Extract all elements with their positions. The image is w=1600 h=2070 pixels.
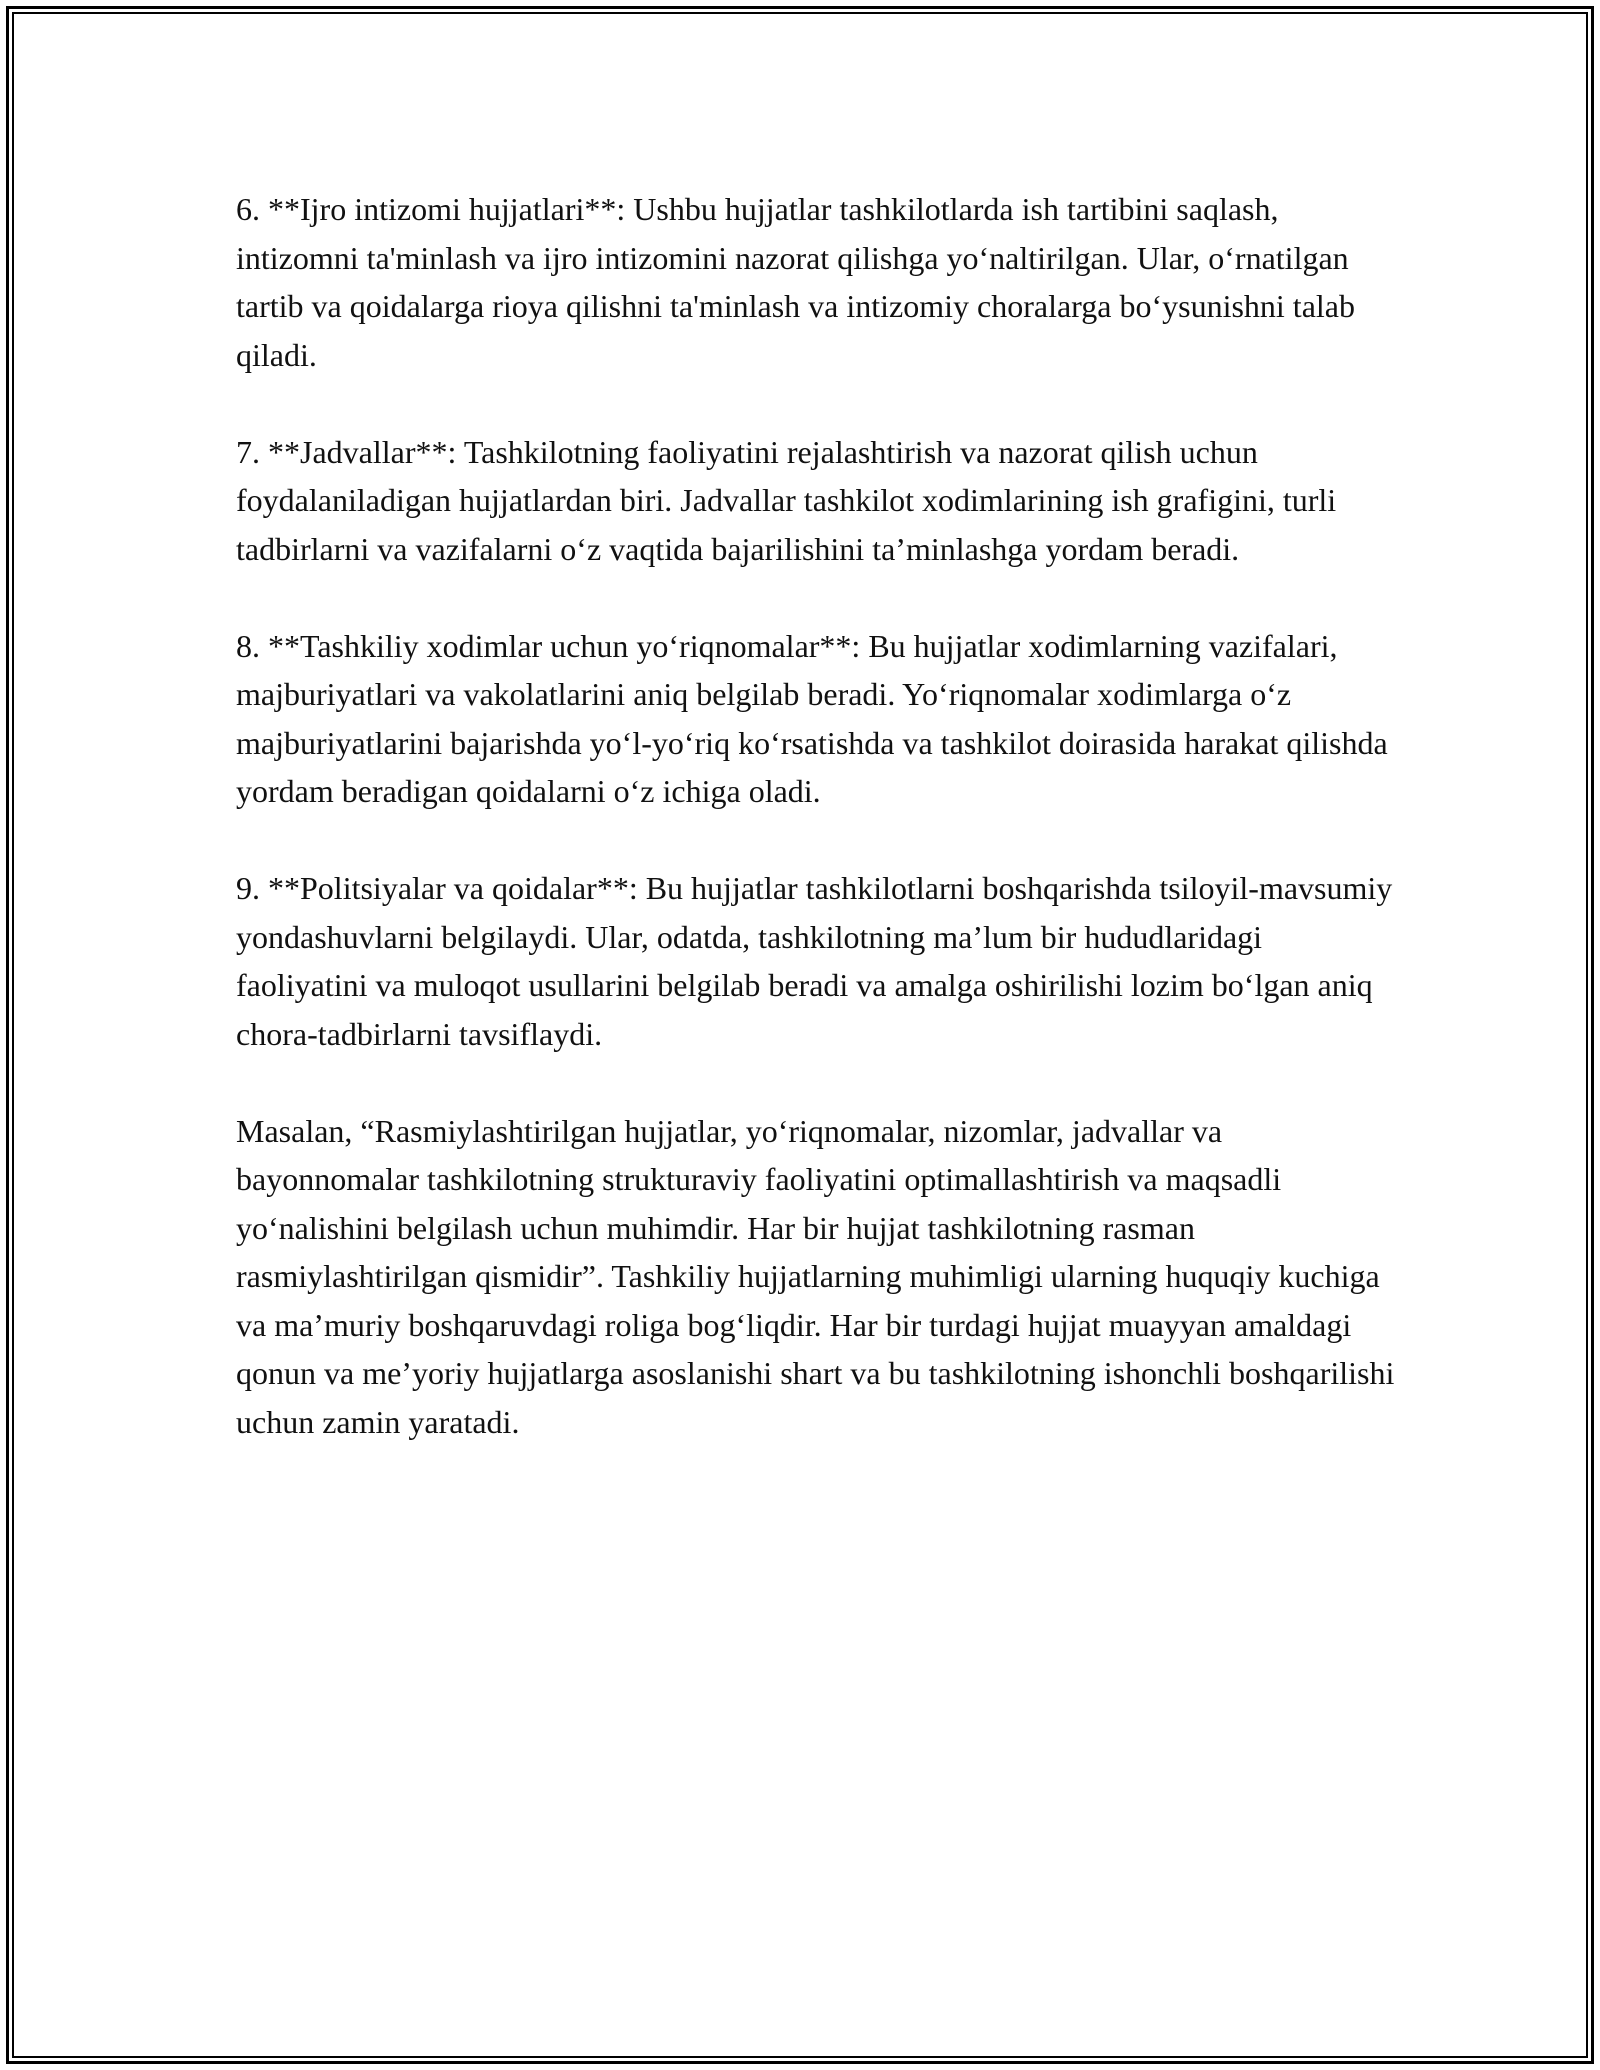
paragraph-yoriqnomalar: 8. **Tashkiliy xodimlar uchun yo‘riqnomalar**: Bu hujjatlar xodimlarning vazifalari, majburiyatlari va vakolatlarini aniq belgilab beradi. Yo‘riqnomalar xodimlarga o‘z majburiyatlarini bajarishda yo‘l-yo‘riq ko‘rsatishda va tashkilot doirasida harakat qilishda yordam beradigan qoidalarni o‘z ichiga oladi. [236, 627, 1388, 809]
paragraph-jadvallar: 7. **Jadvallar**: Tashkilotning faoliyatini rejalashtirish va nazorat qilish uchun foydalaniladigan hujjatlardan biri. Jadvallar tashkilot xodimlarining ish grafigini, turli tadbirlarni va vazifalarni o‘z vaqtida bajarilishini ta’minlashga yordam beradi. [236, 433, 1337, 567]
paragraph-politsiyalar: 9. **Politsiyalar va qoidalar**: Bu hujjatlar tashkilotlarni boshqarishda tsiloyil-mavsumiy yondashuvlarni belgilaydi. Ular, odatda, tashkilotning ma’lum bir hududlaridagi faoliyatini va muloqot usullarini belgilab beradi va amalga oshirilishi lozim bo‘lgan aniq chora-tadbirlarni tavsiflaydi. [236, 870, 1393, 1052]
paragraph-masalan: Masalan, “Rasmiylashtirilgan hujjatlar, yo‘riqnomalar, nizomlar, jadvallar va bayonnomalar tashkilotning strukturaviy faoliyatini optimallashtirish va maqsadli yo‘nalishini belgilash uchun muhimdir. Har bir hujjat tashkilotning rasman rasmiylashtirilgan qismidir”. Tashkiliy hujjatlarning muhimligi ularning huquqiy kuchiga va ma’muriy boshqaruvdagi roliga bog‘liqdir. Har bir turdagi hujjat muayyan amaldagi qonun va me’yoriy hujjatlarga asoslanishi shart va bu tashkilotning ishonchli boshqarilishi uchun zamin yaratadi. [236, 1112, 1395, 1440]
document-body [236, 185, 1396, 1446]
paragraph-ijro-intizomi: 6. **Ijro intizomi hujjatlari**: Ushbu hujjatlar tashkilotlarda ish tartibini saqlash, intizomni ta'minlash va ijro intizomini nazorat qilishga yo‘naltirilgan. Ular, o‘rnatilgan tartib va qoidalarga rioya qilishni ta'minlash va intizomiy choralarga bo‘ysunishni talab qiladi. [236, 191, 1355, 373]
